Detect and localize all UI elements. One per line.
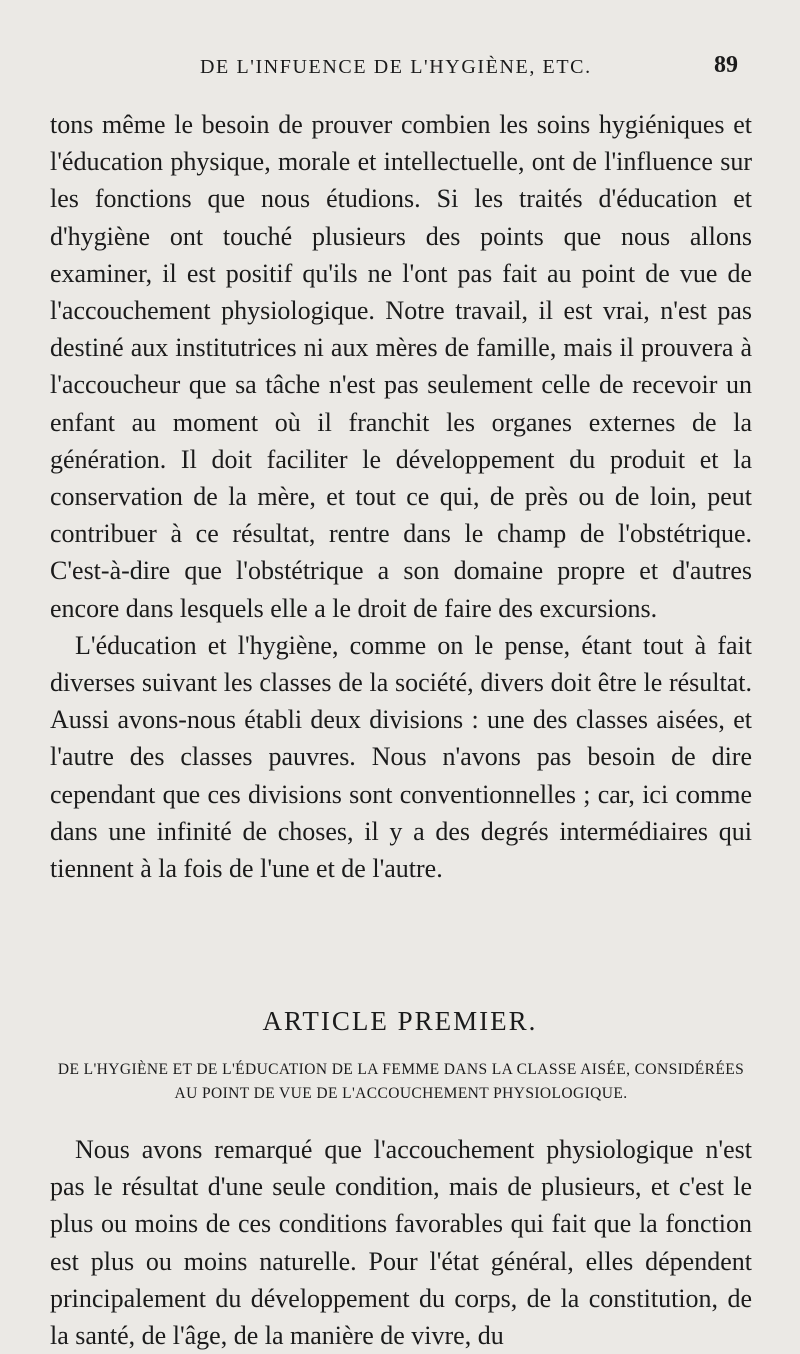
- article-subtitle: DE L'HYGIÈNE ET DE L'ÉDUCATION DE LA FEMME DANS LA CLASSE AISÉE, CONSIDÉRÉES AU POINT DE VUE DE L'ACCOUCHEMENT PHYSIOLOGIQUE.: [57, 1061, 745, 1102]
- article-paragraph: Nous avons remarqué que l'accouchement physiologique n'est pas le résultat d'une seule condition, mais de plusieurs, et c'est le plus ou moins de ces conditions favorables qui fait que la fonction est plus ou moins naturelle. Pour l'état général, elles dépendent principalement du développement du corps, de la constitution, de la santé, de l'âge, de la manière de vivre, du: [50, 1135, 752, 1351]
- article-title: ARTICLE PREMIER.: [262, 1006, 538, 1036]
- body-text: [50, 106, 752, 887]
- paragraph-continued: tons même le besoin de prouver combien les soins hygiéniques et l'éducation physique, morale et intellectuelle, ont de l'influence sur les fonctions que nous étudions. Si les traités d'éducation et d'hygiène ont touché plusieurs des points que nous allons examiner, il est positif qu'ils ne l'ont pas fait au point de vue de l'accouchement physiologique. Notre travail, il est vrai, n'est pas destiné aux institutrices ni aux mères de famille, mais il prouvera à l'accoucheur que sa tâche n'est pas seulement celle de recevoir un enfant au moment où il franchit les organes externes de la génération. Il doit faciliter le développement du produit et la conservation de la mère, et tout ce qui, de près ou de loin, peut contribuer à ce résultat, rentre dans le champ de l'obstétrique. C'est-à-dire que l'obstétrique a son domaine propre et d'autres encore dans lesquels elle a le droit de faire des excursions.: [50, 110, 752, 623]
- page-number: 89: [714, 52, 738, 78]
- running-head: DE L'INFUENCE DE L'HYGIÈNE, ETC.: [200, 56, 592, 78]
- paragraph-education-classes: L'éducation et l'hygiène, comme on le pense, étant tout à fait diverses suivant les classes de la société, divers doit être le résultat. Aussi avons-nous établi deux divisions : une des classes aisées, et l'autre des classes pauvres. Nous n'avons pas besoin de dire cependant que ces divisions sont conventionnelles ; car, ici comme dans une infinité de choses, il y a des degrés intermédiaires qui tiennent à la fois de l'une et de l'autre.: [50, 630, 752, 884]
